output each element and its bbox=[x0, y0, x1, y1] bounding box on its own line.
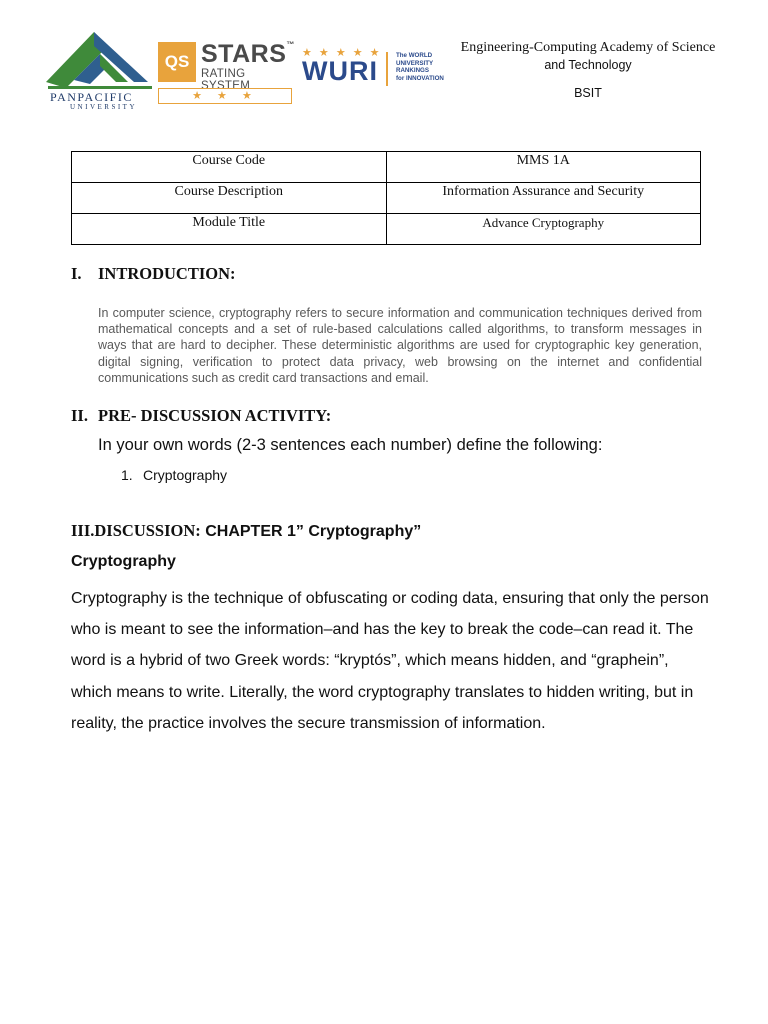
course-description-label: Course Description bbox=[72, 183, 387, 214]
course-code-value: MMS 1A bbox=[386, 152, 701, 183]
qs-badge: QS bbox=[158, 42, 196, 82]
wuri-logo bbox=[300, 48, 450, 92]
document-header bbox=[448, 40, 728, 100]
pre-discussion-heading: II. PRE- DISCUSSION ACTIVITY: bbox=[71, 406, 332, 425]
panpacific-sub: UNIVERSITY bbox=[70, 103, 137, 111]
wuri-stars: ★ ★ ★ ★ ★ bbox=[302, 47, 382, 59]
wuri-wordmark: WURI bbox=[302, 56, 378, 86]
qs-star-rating: ★ ★ ★ bbox=[158, 88, 292, 104]
course-description-value: Information Assurance and Security bbox=[386, 183, 701, 214]
panpacific-university-logo bbox=[44, 24, 156, 112]
module-title-value: Advance Cryptography bbox=[386, 214, 701, 245]
table-row bbox=[72, 183, 701, 214]
cryptography-subheading: Cryptography bbox=[71, 553, 176, 570]
introduction-heading: I. INTRODUCTION: bbox=[71, 264, 236, 283]
activity-prompt: In your own words (2-3 sentences each number) define the following: bbox=[98, 436, 603, 454]
module-title-label: Module Title bbox=[72, 214, 387, 245]
panpacific-name: PANPACIFIC bbox=[50, 90, 133, 104]
discussion-heading: III.DISCUSSION: CHAPTER 1” Cryptography” bbox=[71, 521, 422, 540]
wuri-divider bbox=[386, 52, 388, 86]
course-info-table bbox=[71, 151, 701, 245]
table-row bbox=[72, 152, 701, 183]
qs-rating-system: RATING SYSTEM bbox=[201, 68, 251, 92]
discussion-paragraph: Cryptography is the technique of obfuscating or coding data, ensuring that only the person who is meant to see the information–and has the key to break the code–can read it. The word is a hybrid of two Greek words: “kryptós”, which means hidden, and “graphein”, which means to write. Literally, the word cryptography translates to hidden writing, but in reality, the practice involves the secure transmission of information. bbox=[71, 590, 709, 732]
chapter-title: CHAPTER 1” Cryptography” bbox=[205, 523, 422, 540]
wuri-description: The WORLD UNIVERSITY RANKINGS for INNOVATION bbox=[396, 52, 444, 82]
panpacific-emblem-icon bbox=[44, 24, 156, 96]
academy-name-line1: Engineering-Computing Academy of Science bbox=[460, 40, 716, 55]
qs-stars-title: STARS™ bbox=[201, 40, 295, 68]
course-code-label: Course Code bbox=[72, 152, 387, 183]
introduction-paragraph: In computer science, cryptography refers to secure information and communication techniques derived from mathematical concepts and a set of rule-based calculations called algorithms, to transform messages in ways that are hard to decipher. These deterministic algorithms are used for cryptographic key generation, digital signing, verification to protect data privacy, web browsing on the internet and confidential communications such as credit card transactions and email. bbox=[98, 306, 702, 385]
academy-name-line2: and Technology bbox=[544, 58, 632, 72]
list-item: 1. Cryptography bbox=[121, 467, 228, 483]
qs-stars-logo bbox=[158, 42, 294, 104]
program-name: BSIT bbox=[574, 86, 602, 100]
table-row bbox=[72, 214, 701, 245]
